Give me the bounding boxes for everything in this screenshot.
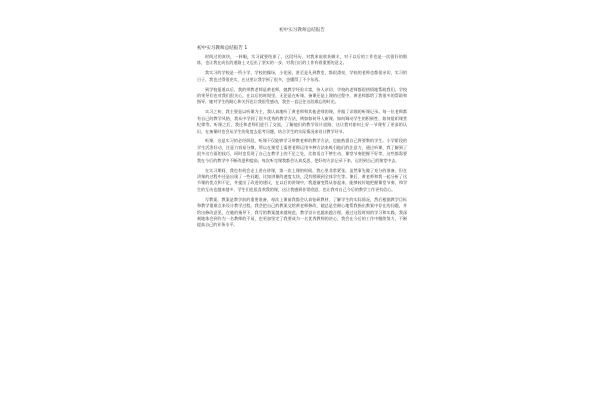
paragraph: 在实习期间，我也有机会走上讲台讲课，第一次上课的时候，我心里非常紧张，虽然事先做了充分的准备，但在讲课的过程中还是出现了一些问题，比如讲课的速度太快，没有照顾到全体学生等。课后，黄老师和我一起分析了这节课的优点和不足，并提出了改进的建议，在以后的讲课中，我逐渐变得从容起来，能够较好地把握课堂节奏，和学生的互动也越来越多，学生们也很喜欢我的课，这让我感到非常欣慰，也让我对自己今后的教学工作更有信心。 xyxy=(197,167,407,192)
document-title: 初中实习教师总结报告 xyxy=(279,28,325,33)
paragraph: 到学校报道以后，我的带教老师是黄老师，她教学经验丰富，待人亲切，学校的老师都很热情地帮助我们，学校的领导们也对我们很关心，在以后的时间里，无论是在听课、备课还是上课的过程中，黄老师都给了我很多的帮助和指导，她对学生的耐心和关怀也让我很受感动，我会一直记住这段难忘的时光。 xyxy=(197,86,407,105)
paragraph: 我实习的学校是一所小学，学校的操场，小花园，甚至是凡到教室，都很漂亮，学校的老师也都很亲切，实习的日子，我也过得很充实，在这里让我学到了很多，也懂得了不少东西。 xyxy=(197,70,407,82)
paragraph: 实习之初，我主要是以听课为主，我认真地听了黄老师和其他老师的课，并做了详细的听课记录。每一位老师都有自己的教学风格，我从中学到了很多优秀的教学方法，例如如何导入新课、如何调动学生的积极性、如何组织课堂纪律等。听课之后，我还和老师们进行了交流，了解他们的教学设计思路，这让我对如何上好一节课有了更深的认识，在备课时也会从学生的角度去思考问题，结合学生的实际情况来设计教学环节。 xyxy=(197,109,407,134)
paragraph: 时间过的真快，一转眼，实习就要结束了，这段经历，对我来说收获颇丰，对于以后的工作也是一次很好的锻炼，也让我在成长的道路上又迈出了坚实的一步，对我日后的工作有着重要的意义。 xyxy=(197,54,407,66)
document-body xyxy=(197,28,407,232)
paragraph: 听课，这是实习的必经阶段，听课不仅能够学习带教老师的教学方法，也能熟悉自己将要教的学生。小学阶段的学生活泼好动，注意力容易分散，所以在课堂上需要老师运用多种方法来吸引他们的注意力，通过听课，我了解到了很多这方面的技巧，同时也发现了自己在教学上的不足之处，比如语言不够生动、课堂节奏把握不好等，这些都需要我在今后的教学中不断改进和提高，每次听完课我都会认真反思，把好的方法记录下来，运用到自己的课堂中去。 xyxy=(197,138,407,163)
document-subtitle: 初中实习教师总结报告 1 xyxy=(197,46,248,51)
paragraph: 写教案，教案是教学前的重要准备，每次上课前我都会认真钻研教材，了解学生的实际情况，然后根据教学目标和教学重难点来设计教学过程。我会把自己的教案交给黄老师修改，她总是会耐心地帮我指出教案中存在的问题，并给出修改意见，在她的指导下，我写的教案越来越规范，教学设计也越来越合理。通过这段时间的学习和实践，我深刻地体会到作为一名教师的不易，也更加坚定了我要成为一名优秀教师的决心，我会在今后的工作中继续努力，不断提高自己的业务水平。 xyxy=(197,196,407,228)
